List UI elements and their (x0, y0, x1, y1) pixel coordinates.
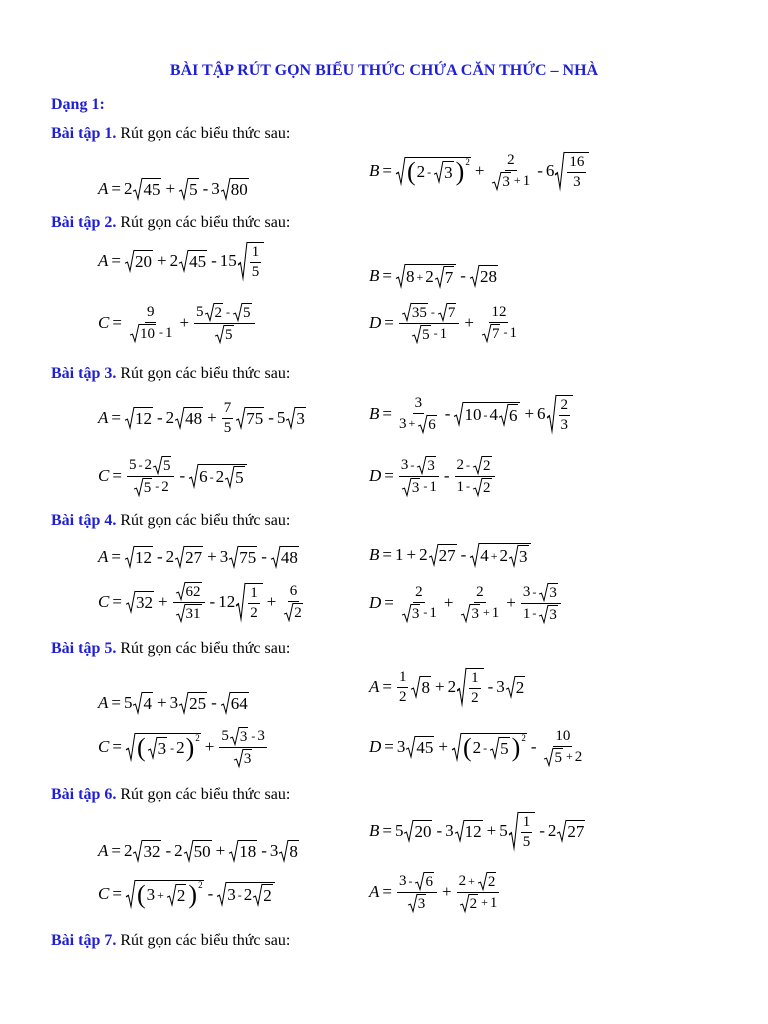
radical-sign (153, 456, 162, 475)
ex4-expression-b: B = 1 + 2 27 - 4 + 2 3 (369, 543, 532, 567)
exercise-5-heading (51, 640, 290, 658)
ex4-expression-d: D = 2 3 - 1 + 2 3 + 1 + 3 - 3 1 - 3 (369, 583, 563, 623)
ex5-expression-d: D = 3 45 + ( 2 - 5 ) 2 - 10 5 + 2 (369, 728, 583, 766)
radical-sign (435, 266, 444, 288)
radical-sign (284, 603, 293, 622)
exercise-4-heading (51, 512, 290, 530)
radical-sign (461, 604, 470, 623)
radical-sign (539, 583, 548, 602)
ex6-expression-b: B = 5 20 - 3 12 + 5 $\frac{1}{5}$ - 2 27 (369, 814, 585, 850)
radical-sign (133, 692, 142, 714)
radical-sign (175, 546, 184, 568)
exercise-7-heading (51, 932, 290, 950)
exercise-tag: Bài tập 1. (51, 125, 117, 142)
exercise-instruction: Rút gọn các biểu thức sau: (120, 214, 291, 231)
radical-sign (434, 161, 443, 183)
radical-sign (205, 303, 214, 322)
ex1-expression-b: B = ( 2 - 3 ) 2 + 2 3 + 1 - 6 $\frac{16}{3}$ (369, 152, 590, 190)
radical-sign (555, 152, 564, 190)
page-title: BÀI TẬP RÚT GỌN BIỂU THỨC CHỨA CĂN THỨC – NHÀ (169, 62, 599, 79)
exercise-3-heading (51, 365, 290, 383)
radical-sign (125, 407, 134, 429)
radical-sign (229, 546, 238, 568)
radical-sign (125, 546, 134, 568)
radical-sign (412, 325, 421, 344)
radical-sign (473, 456, 482, 475)
radical-sign (217, 882, 226, 906)
ex4-expression-c: C = 32 + $\frac{62}{31}$ - 12 $\frac{1}{2}$ + $\frac{6}{2}$ (98, 583, 302, 622)
exercise-instruction: Rút gọn các biểu thức sau: (120, 786, 291, 803)
radical-sign (271, 546, 280, 568)
radical-sign (286, 407, 295, 429)
ex2-expression-a: A = 20 + 2 45 - 15 $\frac{1}{5}$ (98, 242, 265, 280)
radical-sign (506, 676, 515, 698)
radical-sign (396, 157, 405, 185)
radical-sign (225, 466, 234, 488)
radical-sign (233, 303, 242, 322)
radical-sign (184, 840, 193, 862)
radical-sign (455, 820, 464, 842)
exercise-2-heading (51, 214, 290, 232)
ex2-expression-c: C = 9 10 - 1 + 5 2 - 5 5 (98, 303, 257, 343)
radical-sign (438, 303, 447, 322)
ex3-expression-a: A = 12 - 2 48 + $\frac{7}{5}$ 75 - 5 3 (98, 400, 305, 436)
radical-sign (404, 820, 413, 842)
ex3-expression-c: C = 5 - 2 5 5 - 2 - 6 - 2 5 (98, 456, 248, 496)
radical-sign (126, 591, 135, 613)
radical-sign (396, 264, 405, 288)
radical-sign (544, 748, 553, 767)
exercise-tag: Bài tập 7. (51, 932, 117, 949)
exercise-instruction: Rút gọn các biểu thức sau: (120, 512, 291, 529)
radical-sign (473, 478, 482, 497)
ex3-expression-b: B = 3 3 + 6 - 10 - 4 6 + 6 $\frac{2}{3}$ (369, 395, 574, 433)
radical-sign (179, 250, 188, 272)
ex3-expression-d: D = 3 - 3 3 - 1 - 2 - 2 1 - 2 (369, 456, 497, 496)
exercise-1-heading (51, 125, 290, 143)
radical-sign (492, 172, 501, 191)
radical-sign (557, 820, 566, 842)
ex6-expression-a: A = 2 32 - 2 50 + 18 - 3 8 (98, 841, 298, 861)
radical-sign (229, 840, 238, 862)
ex6-expression-c: C = ( 3 + 2 ) 2 - 3 - 2 2 (98, 880, 276, 908)
radical-sign (402, 604, 411, 623)
radical-sign (402, 478, 411, 497)
radical-sign (134, 478, 143, 497)
radical-sign (509, 545, 518, 567)
ex5-expression-a: A = 5 4 + 3 25 - 64 (98, 693, 248, 713)
radical-sign (509, 812, 518, 850)
exercise-tag: Bài tập 6. (51, 786, 117, 803)
exercise-tag: Bài tập 2. (51, 214, 117, 231)
radical-sign (189, 464, 198, 488)
section-heading: Dạng 1: (51, 96, 105, 113)
exercise-tag: Bài tập 4. (51, 512, 117, 529)
var-a: A (98, 179, 109, 198)
radical-sign (167, 884, 176, 906)
radical-sign (470, 265, 479, 287)
radical-sign (490, 737, 499, 759)
radical-sign (499, 404, 508, 426)
radical-sign (457, 668, 466, 706)
ex1-expression-a: A = 2 45 + 5 - 3 80 (98, 179, 248, 199)
ex5-expression-c: C = ( 3 - 2 ) 2 + 5 3 - 3 3 (98, 728, 265, 767)
ex4-expression-a: A = 12 - 2 27 + 3 75 - 48 (98, 547, 298, 567)
exercise-tag: Bài tập 3. (51, 365, 117, 382)
radical-sign (402, 303, 411, 322)
radical-sign (415, 872, 424, 891)
radical-sign (215, 325, 224, 344)
radical-sign (547, 395, 556, 433)
ex5-expression-a2: A = $\frac{1}{2}$ 8 + 2 $\frac{1}{2}$ - 3 2 (369, 669, 525, 706)
exercise-instruction: Rút gọn các biểu thức sau: (120, 932, 291, 949)
exercise-instruction: Rút gọn các biểu thức sau: (120, 365, 291, 382)
radical-sign (176, 604, 185, 623)
radical-sign (429, 544, 438, 566)
radical-sign (236, 583, 245, 621)
radical-sign (253, 884, 262, 906)
radical-sign (221, 178, 230, 200)
radical-sign (406, 736, 415, 758)
radical-sign (408, 894, 417, 913)
ex6-expression-a2: A = 3 - 6 3 + 2 + 2 2 + 1 (369, 873, 498, 912)
radical-sign (126, 880, 135, 908)
radical-sign (478, 872, 487, 891)
exercise-instruction: Rút gọn các biểu thức sau: (120, 640, 291, 657)
radical-sign (148, 737, 157, 759)
radical-sign (175, 407, 184, 429)
radical-sign (454, 402, 463, 426)
radical-sign (279, 840, 288, 862)
radical-sign (417, 456, 426, 475)
exercise-6-heading (51, 786, 290, 804)
exercise-tag: Bài tập 5. (51, 640, 117, 657)
radical-sign (221, 692, 230, 714)
radical-sign (176, 582, 185, 601)
radical-sign (460, 894, 469, 913)
radical-sign (133, 840, 142, 862)
radical-sign (126, 733, 135, 761)
radical-sign (482, 324, 491, 343)
radical-sign (179, 692, 188, 714)
ex2-expression-b: B = 8 + 2 7 - 28 (369, 266, 497, 287)
radical-sign (230, 727, 239, 746)
radical-sign (236, 407, 245, 429)
radical-sign (539, 605, 548, 624)
radical-sign (125, 250, 134, 272)
exercise-instruction: Rút gọn các biểu thức sau: (120, 125, 291, 142)
radical-sign (418, 415, 427, 434)
radical-sign (470, 543, 479, 567)
radical-sign (133, 178, 142, 200)
ex2-expression-d: D = 35 - 7 5 - 1 + 12 7 - 1 (369, 304, 517, 343)
radical-sign (234, 749, 243, 768)
radical-sign (238, 242, 247, 280)
radical-sign (179, 178, 188, 200)
radical-sign (452, 733, 461, 761)
radical-sign (411, 676, 420, 698)
radical-sign (130, 324, 139, 343)
